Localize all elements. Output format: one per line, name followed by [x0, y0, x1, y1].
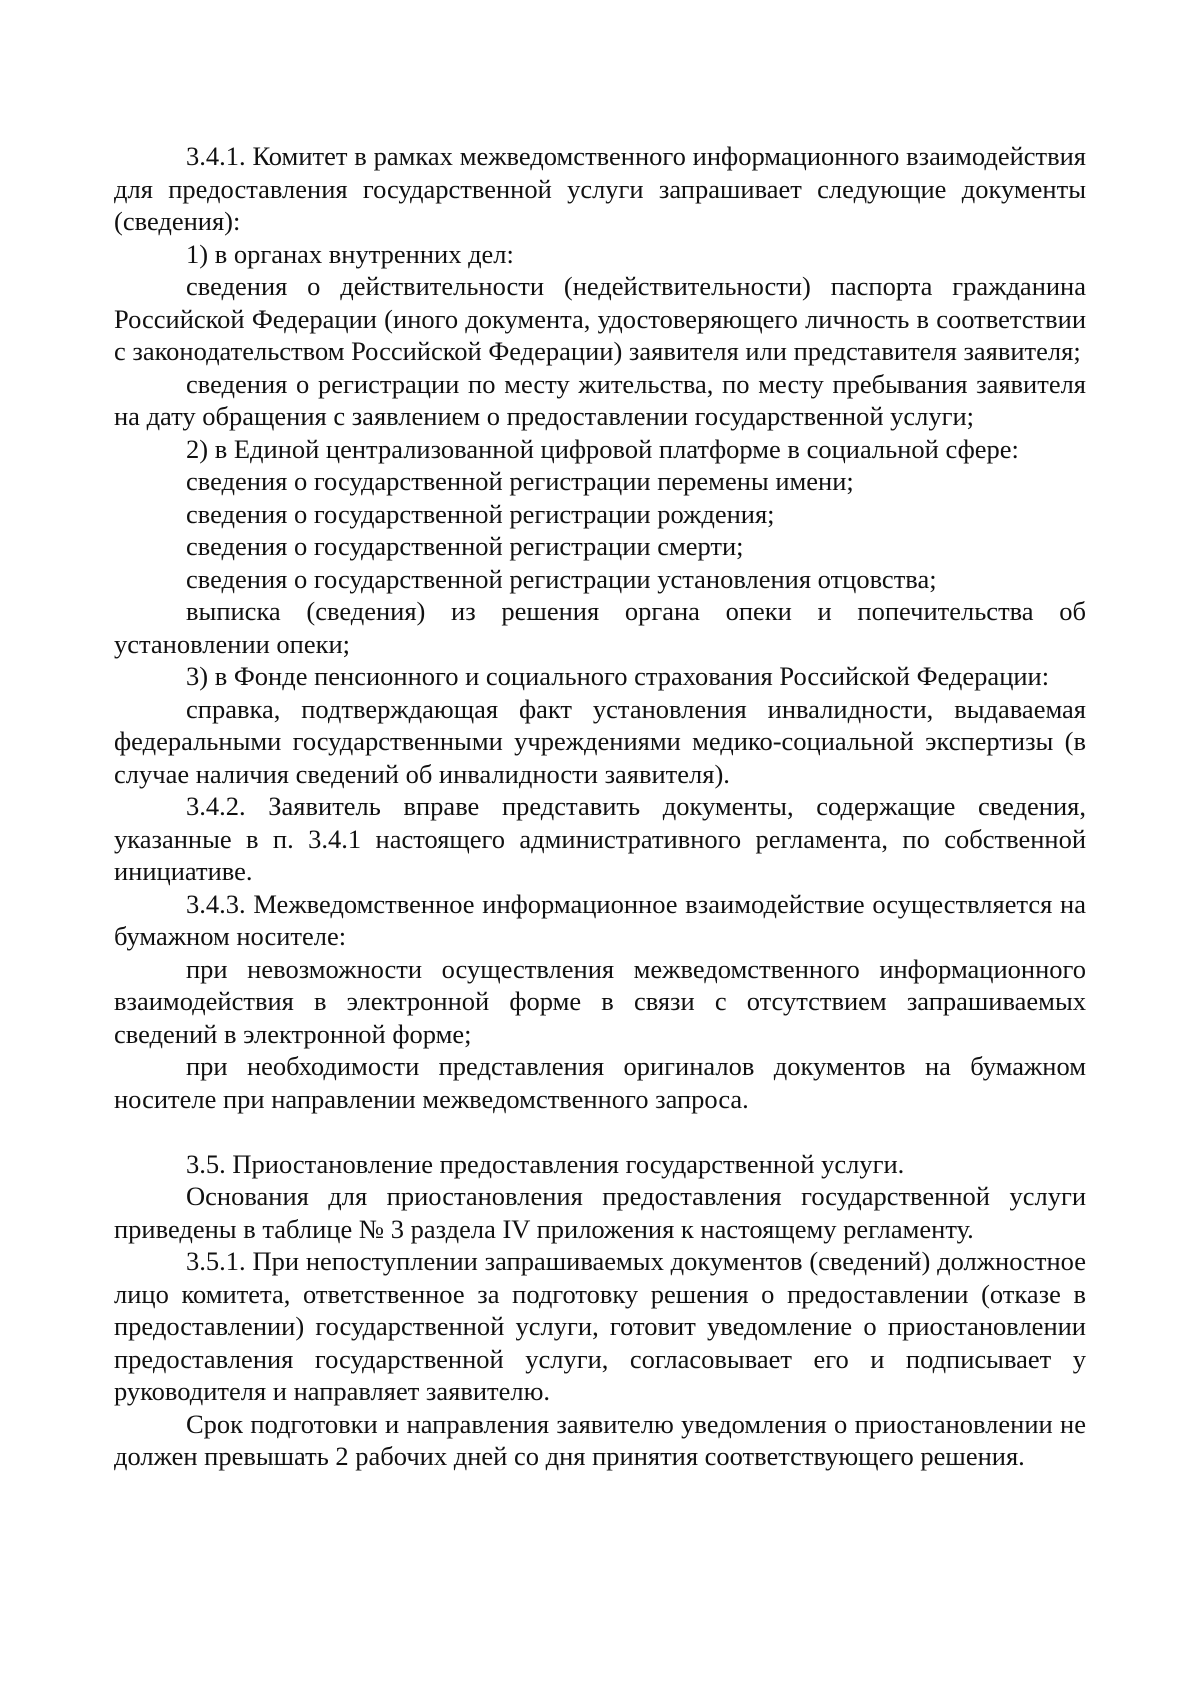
paragraph-birth-registration: сведения о государственной регистрации рождения;: [186, 498, 775, 529]
paragraph-no-electronic-form: при невозможности осуществления межведомственного информационного взаимодействия в электронной форме в связи с отсутствием запрашиваемых сведений в электронной форме;: [114, 953, 1086, 1049]
list-item-pension-fund: 3) в Фонде пенсионного и социального страхования Российской Федерации:: [186, 661, 1050, 691]
paragraph-suspension-grounds: Основания для приостановления предоставления государственной услуги приведены в таблице № 3 раздела IV приложения к настоящему регламенту.: [114, 1181, 1086, 1244]
paragraph-paternity-registration: сведения о государственной регистрации установления отцовства;: [186, 563, 937, 594]
paragraph-originals-needed: при необходимости представления оригиналов документов на бумажном носителе при направлении межведомственного запроса.: [114, 1051, 1086, 1114]
section-heading-3-5: 3.5. Приостановление предоставления государственной услуги.: [186, 1148, 905, 1179]
paragraph-3-4-3: 3.4.3. Межведомственное информационное взаимодействие осуществляется на бумажном носителе:: [114, 888, 1086, 951]
paragraph-notification-deadline: Срок подготовки и направления заявителю уведомления о приостановлении не должен превышать 2 рабочих дней со дня принятия соответствующего решения.: [114, 1408, 1086, 1471]
paragraph-disability-certificate: справка, подтверждающая факт установления инвалидности, выдаваемая федеральными государственными учреждениями медико-социальной экспертизы (в случае наличия сведений об инвалидности заявителя).: [114, 693, 1086, 789]
paragraph-death-registration: сведения о государственной регистрации смерти;: [186, 531, 744, 561]
paragraph-3-4-2: 3.4.2. Заявитель вправе представить документы, содержащие сведения, указанные в п. 3.4.1 настоящего административного регламента, по собственной инициативе.: [114, 791, 1086, 886]
paragraph-3-5-1: 3.5.1. При непоступлении запрашиваемых документов (сведений) должностное лицо комитета, ответственное за подготовку решения о предоставлении (отказе в предоставлении) государственной услуги, готовит уведомление о приостановлении предоставления государственной услуги, согласовывает его и подписывает у руководителя и направляет заявителю.: [114, 1246, 1086, 1406]
list-item-internal-affairs: 1) в органах внутренних дел:: [186, 238, 514, 269]
document-page: [114, 140, 1086, 1473]
paragraph-name-change: сведения о государственной регистрации перемены имени;: [186, 466, 854, 496]
paragraph-registration-info: сведения о регистрации по месту жительства, по месту пребывания заявителя на дату обращения с заявлением о предоставлении государственной услуги;: [114, 368, 1086, 431]
list-item-digital-platform: 2) в Единой централизованной цифровой платформе в социальной сфере:: [186, 433, 1019, 464]
paragraph-guardianship-extract: выписка (сведения) из решения органа опеки и попечительства об установлении опеки;: [114, 596, 1086, 659]
paragraph-3-4-1: 3.4.1. Комитет в рамках межведомственного информационного взаимодействия для предоставления государственной услуги запрашивает следующие документы (сведения):: [114, 141, 1086, 236]
paragraph-passport-validity: сведения о действительности (недействительности) паспорта гражданина Российской Федерации (иного документа, удостоверяющего личность в соответствии с законодательством Российской Федерации) заявителя или представителя заявителя;: [114, 271, 1086, 366]
